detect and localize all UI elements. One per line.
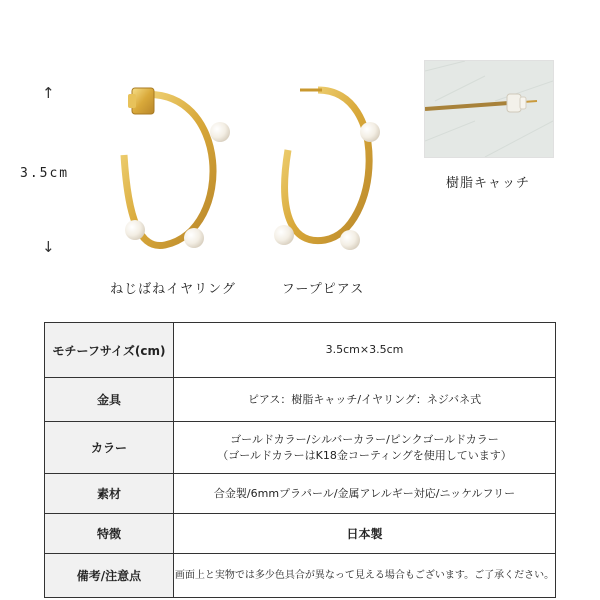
spec-label-fitting: 金具: [45, 378, 174, 422]
dimension-label: 3.5cm: [20, 166, 70, 181]
spec-value-size: 3.5cm×3.5cm: [174, 323, 556, 378]
up-arrow-icon: ↑: [42, 84, 55, 102]
spec-label-feature: 特徴: [45, 514, 174, 554]
spec-row-feature: [45, 514, 556, 554]
spec-value-color: ゴールドカラー/シルバーカラー/ピンクゴールドカラー （ゴールドカラーはK18金コーティングを使用しています）: [174, 422, 556, 474]
spec-value-feature: 日本製: [174, 514, 556, 554]
spec-row-material: [45, 474, 556, 514]
spec-row-fitting: [45, 378, 556, 422]
spec-row-notes: [45, 554, 556, 598]
spec-row-size: [45, 323, 556, 378]
resin-catch-caption: 樹脂キャッチ: [445, 176, 530, 191]
resin-catch-photo: [424, 60, 554, 158]
spec-label-color: カラー: [45, 422, 174, 474]
down-arrow-icon: ↓: [42, 238, 55, 256]
clip-earring-image: [110, 80, 240, 260]
hoop-earring-caption: フープピアス: [281, 282, 365, 297]
spec-label-size: モチーフサイズ(cm): [45, 323, 174, 378]
spec-table: [44, 322, 556, 598]
spec-value-notes: 画面上と実物では多少色具合が異なって見える場合もございます。ご了承ください。: [174, 554, 556, 598]
spec-label-material: 素材: [45, 474, 174, 514]
spec-label-notes: 備考/注意点: [45, 554, 174, 598]
hoop-earring-image: [270, 80, 390, 260]
spec-value-fitting: ピアス：樹脂キャッチ/イヤリング：ネジバネ式: [174, 378, 556, 422]
clip-earring-caption: ねじばねイヤリング: [110, 282, 236, 297]
spec-value-material: 合金製/6mmプラパール/金属アレルギー対応/ニッケルフリー: [174, 474, 556, 514]
spec-row-color: [45, 422, 556, 474]
